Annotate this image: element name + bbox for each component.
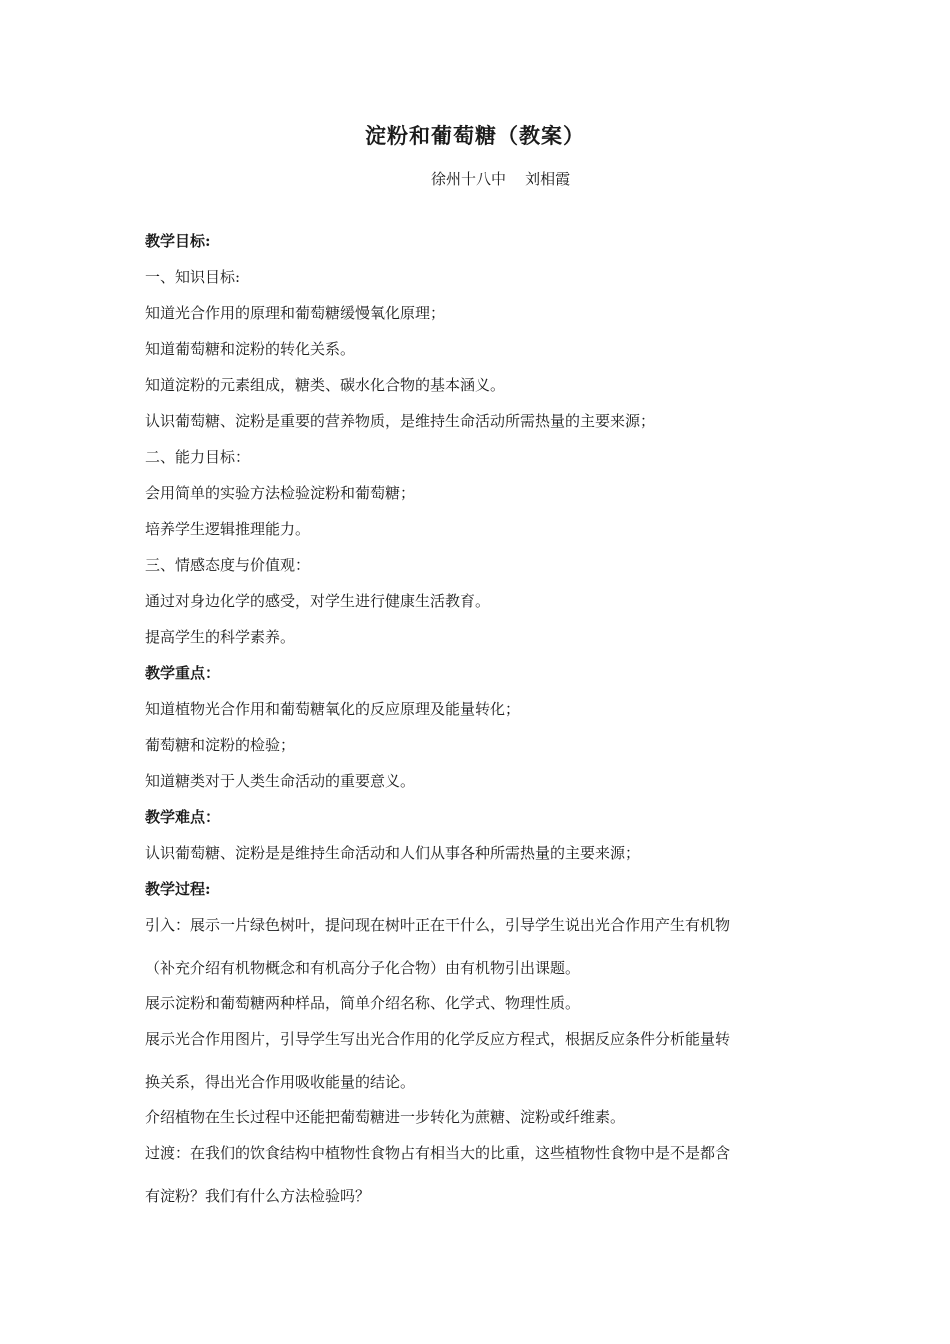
paragraph-line: 介绍植物在生长过程中还能把葡萄糖进一步转化为蔗糖、淀粉或纤维素。 xyxy=(145,1108,626,1126)
paragraph-line: 培养学生逻辑推理能力。 xyxy=(145,520,311,538)
paragraph-line: 提高学生的科学素养。 xyxy=(145,628,296,646)
paragraph-line: 知道植物光合作用和葡萄糖氧化的反应原理及能量转化； xyxy=(145,700,521,718)
paragraph-line: 知道葡萄糖和淀粉的转化关系。 xyxy=(145,340,356,358)
paragraph-line: 一、知识目标: xyxy=(145,268,241,286)
paragraph-line: 展示光合作用图片，引导学生写出光合作用的化学反应方程式，根据反应条件分析能量转 xyxy=(145,1030,731,1048)
paragraph-line: 认识葡萄糖、淀粉是重要的营养物质，是维持生命活动所需热量的主要来源； xyxy=(145,412,656,430)
paragraph-line: 知道淀粉的元素组成，糖类、碳水化合物的基本涵义。 xyxy=(145,376,506,394)
paragraph-line: 换关系，得出光合作用吸收能量的结论。 xyxy=(145,1073,416,1091)
paragraph-line: 会用简单的实验方法检验淀粉和葡萄糖； xyxy=(145,484,416,502)
section-heading-process: 教学过程: xyxy=(145,880,211,898)
paragraph-line: 展示淀粉和葡萄糖两种样品，简单介绍名称、化学式、物理性质。 xyxy=(145,994,581,1012)
author-line: 徐州十八中 刘相霞 xyxy=(431,170,571,188)
paragraph-line: （补充介绍有机物概念和有机高分子化合物）由有机物引出课题。 xyxy=(145,959,581,977)
paragraph-line: 知道光合作用的原理和葡萄糖缓慢氧化原理； xyxy=(145,304,446,322)
paragraph-line: 三、情感态度与价值观： xyxy=(145,556,311,574)
paragraph-line: 葡萄糖和淀粉的检验； xyxy=(145,736,296,754)
paragraph-line: 通过对身边化学的感受，对学生进行健康生活教育。 xyxy=(145,592,491,610)
paragraph-line: 知道糖类对于人类生命活动的重要意义。 xyxy=(145,772,416,790)
section-heading-key-points: 教学重点： xyxy=(145,664,221,682)
paragraph-line: 过渡：在我们的饮食结构中植物性食物占有相当大的比重，这些植物性食物中是不是都含 xyxy=(145,1144,731,1162)
paragraph-line: 二、能力目标： xyxy=(145,448,251,466)
document-title: 淀粉和葡萄糖（教案） xyxy=(365,123,585,148)
paragraph-line: 有淀粉？我们有什么方法检验吗？ xyxy=(145,1187,371,1205)
section-heading-objectives: 教学目标: xyxy=(145,232,211,250)
paragraph-line: 引入：展示一片绿色树叶，提问现在树叶正在干什么，引导学生说出光合作用产生有机物 xyxy=(145,916,731,934)
paragraph-line: 认识葡萄糖、淀粉是是维持生命活动和人们从事各种所需热量的主要来源； xyxy=(145,844,641,862)
section-heading-difficulties: 教学难点： xyxy=(145,808,221,826)
